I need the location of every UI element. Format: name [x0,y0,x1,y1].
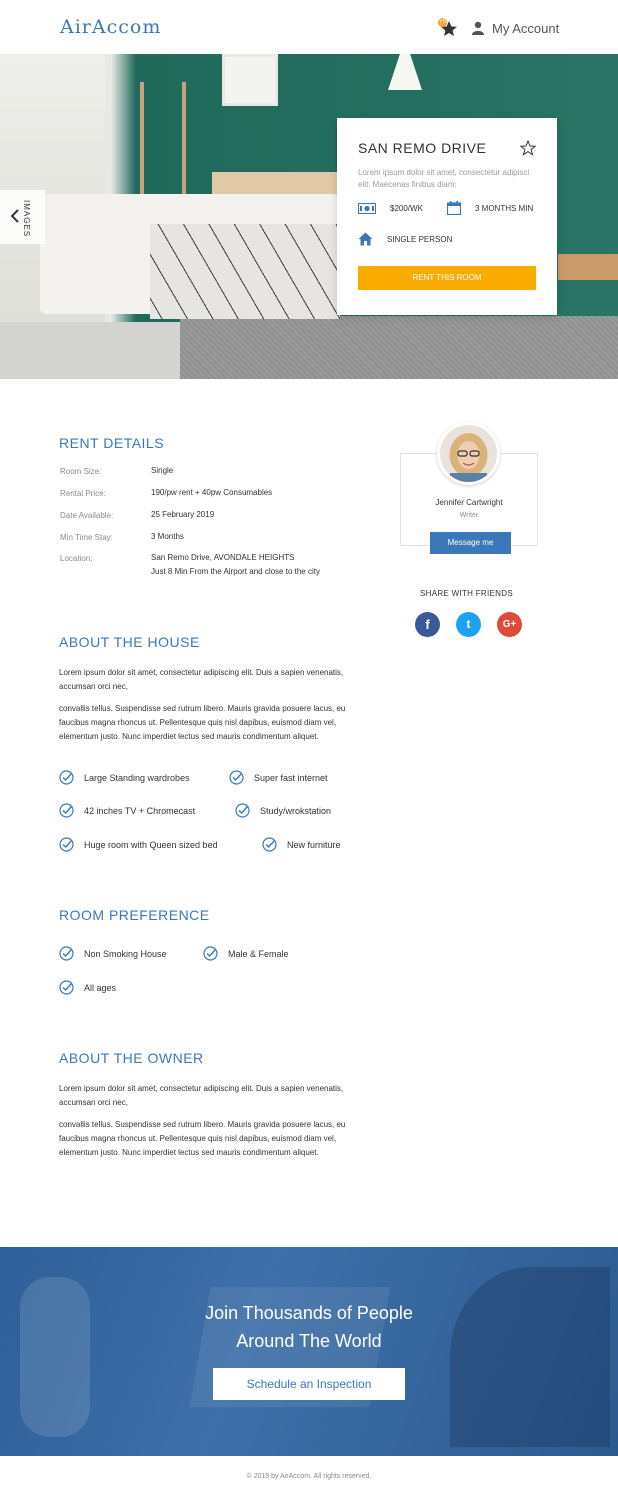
listing-title: SAN REMO DRIVE [358,140,487,156]
rent-details-heading: RENT DETAILS [59,435,165,451]
hero-wall-frame [222,54,278,106]
feature-label: Large Standing wardrobes [84,772,190,783]
check-circle-icon [59,980,74,995]
feature-item [59,803,195,818]
twitter-share-icon[interactable]: t [456,612,481,637]
detail-label-room-size: Room Size: [60,467,102,476]
footer-copyright: © 2019 by AirAccom. All rights reserved. [246,1473,372,1480]
banner-title-line-2: Around The World [236,1331,382,1351]
detail-value-location-note: Just 8 Min From the Airport and close to the city [151,567,320,576]
about-house-heading: ABOUT THE HOUSE [59,634,200,650]
feature-label: Super fast internet [254,772,328,783]
hero-rug [180,316,618,379]
money-icon [358,203,376,214]
calendar-icon [447,201,461,215]
check-circle-icon [59,803,74,818]
hero-bed-cover [150,224,340,319]
my-account-label: My Account [492,20,560,36]
favorites-count-badge: +5 [439,19,446,25]
feature-item [262,837,341,852]
detail-label-date-available: Date Available: [60,511,114,520]
about-house-para-2: convallis tellus. Suspendisse sed rutrum libero. Mauris gravida posuere lacus, eu faucibus magna rhoncus ut. Pellentesque quis nisl dapibus, euismod diam vel, elementum justo. Nunc imperdiet lectus sed mauris condimentum aliquet. [59,704,346,741]
preference-label: Non Smoking House [84,948,167,959]
facebook-share-icon[interactable]: f [415,612,440,637]
detail-label-rental-price: Rental Price: [60,489,106,498]
feature-item [59,837,218,852]
schedule-inspection-button[interactable]: Schedule an Inspection [213,1368,405,1400]
check-circle-icon [59,837,74,852]
feature-label: New furniture [287,839,341,850]
site-logo[interactable]: AirAccom [60,16,162,38]
detail-value-location: San Remo Drive, AVONDALE HEIGHTS [151,553,295,562]
home-icon [358,232,373,246]
my-account-link[interactable] [472,19,562,37]
banner-title-line-1: Join Thousands of People [205,1303,413,1323]
user-icon [472,21,484,35]
price-value: $200/WK [390,204,423,213]
occupancy-value: SINGLE PERSON [387,234,453,244]
preference-item [59,946,167,961]
preference-label: Male & Female [228,948,289,959]
detail-value-date-available: 25 February 2019 [151,510,215,519]
banner-decor-person [450,1267,610,1447]
hero-shelf [558,254,618,280]
images-tab-label: IMAGES [22,200,31,238]
check-circle-icon [262,837,277,852]
owner-avatar [437,422,500,485]
message-me-button[interactable]: Message me [430,532,511,554]
min-stay-info [447,201,533,215]
rent-this-room-button[interactable]: RENT THIS ROOM [358,266,536,290]
banner-title [0,1299,618,1355]
detail-value-rental-price: 190/pw rent + 40pw Consumables [151,488,273,497]
room-preference-heading: ROOM PREFERENCE [59,907,210,923]
hero-pendant-lamp [388,54,422,90]
min-stay-value: 3 MONTHS MIN [475,203,534,213]
listing-card [337,118,557,315]
preference-item [203,946,289,961]
check-circle-icon [203,946,218,961]
owner-name: Jennifer Cartwright [435,498,503,507]
occupancy-info [358,232,452,246]
check-circle-icon [229,770,244,785]
feature-item [229,770,328,785]
images-gallery-tab[interactable] [0,190,45,244]
cta-banner [0,1247,618,1456]
owner-role: Writer [459,512,479,519]
check-circle-icon [235,803,250,818]
favorite-star-icon[interactable] [520,140,536,156]
feature-label: 42 inches TV + Chromecast [84,805,196,816]
google-plus-share-icon[interactable]: G+ [497,612,522,637]
share-with-friends-label: SHARE WITH FRIENDS [420,589,513,598]
feature-label: Huge room with Queen sized bed [84,839,218,850]
detail-label-min-stay: Min Time Stay: [60,533,113,542]
chevron-left-icon [10,209,20,223]
about-owner-para-1: Lorem ipsum dolor sit amet, consectetur adipiscing elit. Duis a sapien venenatis, accumsan orci nec, [59,1084,344,1107]
detail-label-location: Location: [60,554,93,563]
about-house-para-1: Lorem ipsum dolor sit amet, consectetur adipiscing elit. Duis a sapien venenatis, accumsan orci nec, [59,668,344,691]
price-info [358,203,423,214]
feature-item [235,803,331,818]
owner-avatar-image [440,425,497,482]
feature-label: Study/wrokstation [260,805,332,816]
feature-item [59,770,190,785]
check-circle-icon [59,770,74,785]
listing-description: Lorem ipsum dolor sit amet, consectetur adipisci elit. Maecenas finibus diam: [358,168,530,189]
preference-item [59,980,116,995]
preference-label: All ages [84,982,117,993]
detail-value-min-stay: 3 Months [151,532,184,541]
detail-value-room-size: Single [151,466,174,475]
site-header [0,0,618,54]
about-owner-heading: ABOUT THE OWNER [59,1050,204,1066]
about-owner-para-2: convallis tellus. Suspendisse sed rutrum libero. Mauris gravida posuere lacus, eu faucibus magna rhoncus ut. Pellentesque quis nisl dapibus, euismod diam vel, elementum justo. Nunc imperdiet lectus sed mauris condimentum aliquet. [59,1120,346,1157]
check-circle-icon [59,946,74,961]
